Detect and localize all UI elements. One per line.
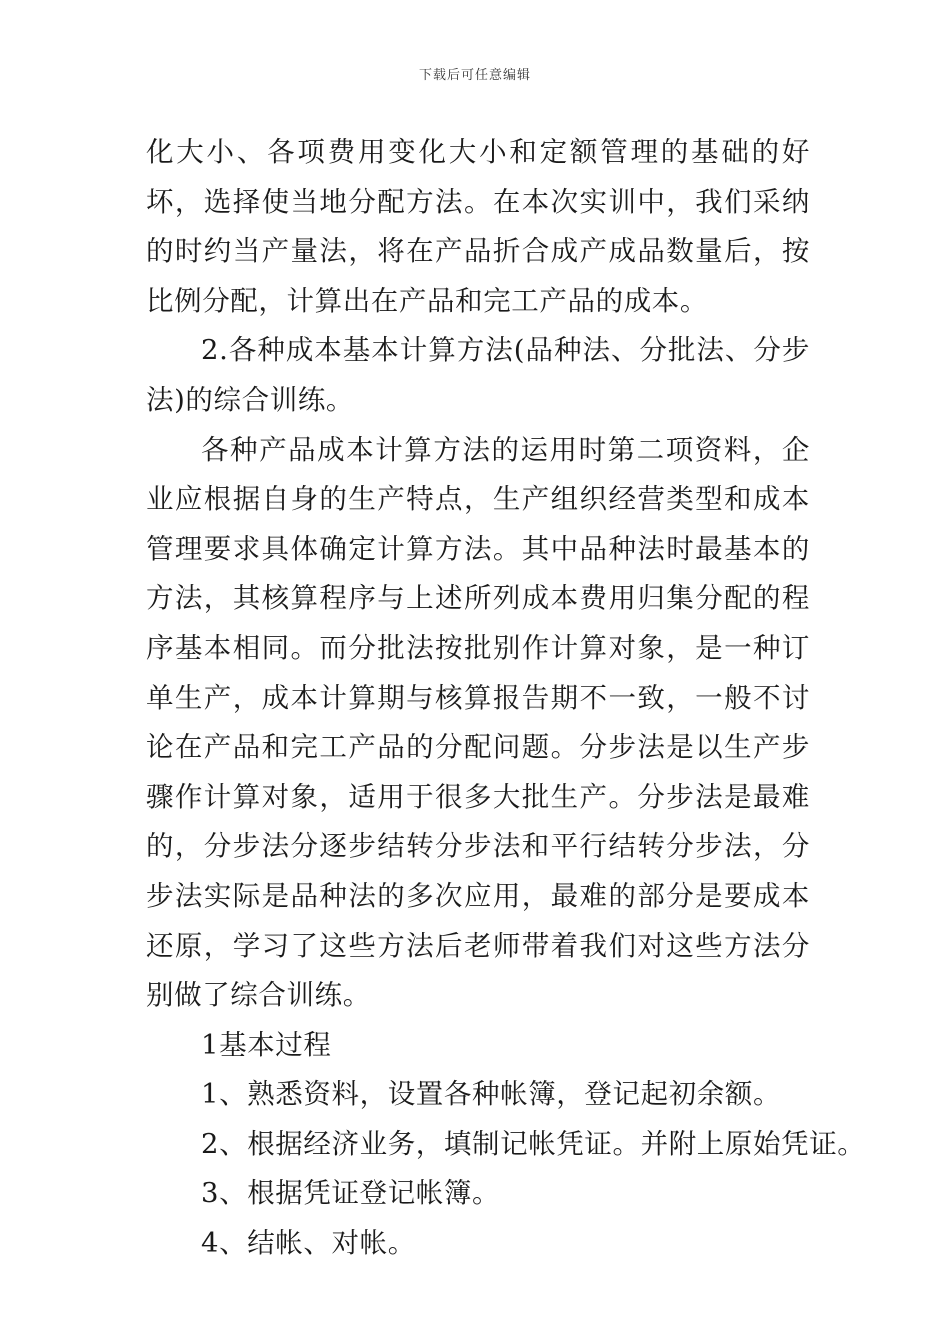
document-body: [146, 128, 866, 1269]
section-title: 1基本过程: [201, 1028, 332, 1061]
page-header: 下载后可任意编辑: [418, 68, 531, 83]
paragraph-heading-2: 2.各种成本基本计算方法(品种法、分批法、分步法)的综合训练。: [146, 334, 810, 416]
list-item: 2、根据经济业务，填制记帐凭证。并附上原始凭证。: [201, 1127, 866, 1160]
paragraph-methods: 各种产品成本计算方法的运用时第二项资料，企业应根据自身的生产特点，生产组织经营类型和成本管理要求具体确定计算方法。其中品种法时最基本的方法，其核算程序与上述所列成本费用归集分配的程序基本相同。而分批法按批别作计算对象，是一种订单生产，成本计算期与核算报告期不一致，一般不讨论在产品和完工产品的分配问题。分步法是以生产步骤作计算对象，适用于很多大批生产。分步法是最难的，分步法分逐步结转分步法和平行结转分步法，分步法实际是品种法的多次应用，最难的部分是要成本还原，学习了这些方法后老师带着我们对这些方法分别做了综合训练。: [146, 433, 810, 1012]
paragraph-continued: 化大小、各项费用变化大小和定额管理的基础的好坏，选择使当地分配方法。在本次实训中，我们采纳的时约当产量法，将在产品折合成产成品数量后，按比例分配，计算出在产品和完工产品的成本。: [146, 136, 810, 317]
list-item: 4、结帐、对帐。: [201, 1227, 416, 1260]
list-item: 3、根据凭证登记帐簿。: [201, 1177, 501, 1210]
list-item: 1、熟悉资料，设置各种帐簿，登记起初余额。: [201, 1078, 782, 1111]
